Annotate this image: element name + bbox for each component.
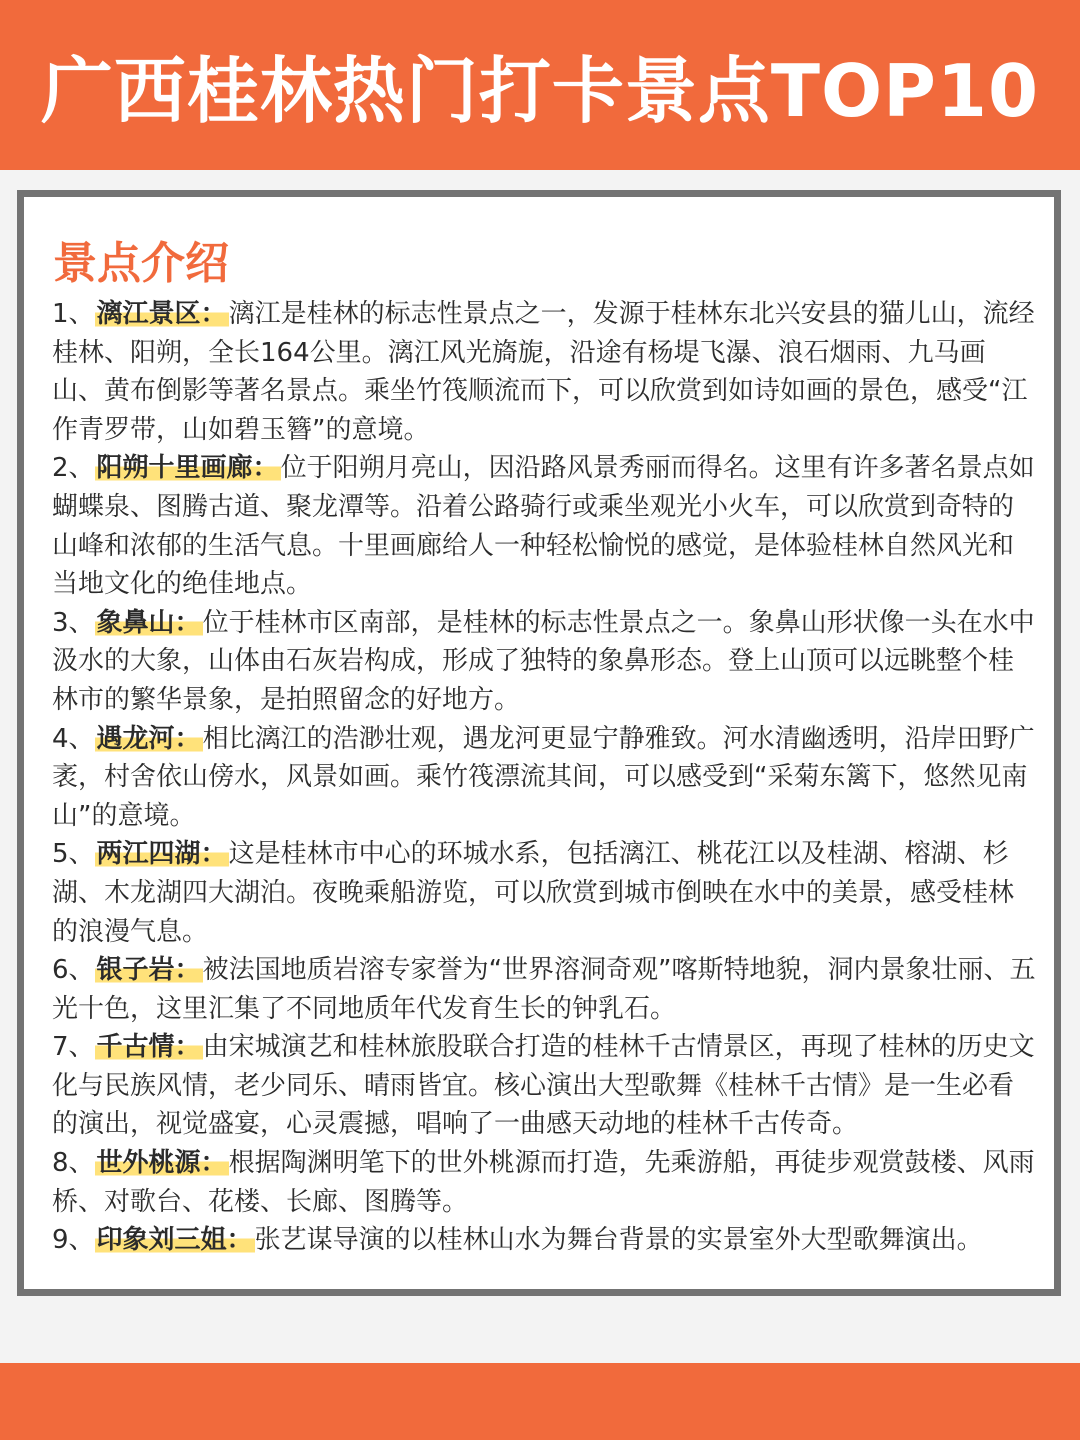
section-title: 景点介绍 [53,238,229,289]
item-number: 6、 [52,955,95,986]
item-text: 位于桂林市区南部，是桂林的标志性景点之一。象鼻山形状像一头在水中汲水的大象，山体由石灰岩构成，形成了独特的象鼻形态。登上山顶可以远眺整个桂林市的繁华景象，是拍照留念的好地方。 [52,607,1035,715]
item-number: 3、 [52,607,95,638]
item-number: 1、 [52,299,95,329]
item-number: 5、 [52,839,95,870]
item-number: 9、 [52,1225,95,1256]
list-item [52,295,1037,449]
list-item [52,1028,1037,1144]
item-text: 由宋城演艺和桂林旅股联合打造的桂林千古情景区，再现了桂林的历史文化与民族风情，老少同乐、晴雨皆宜。核心演出大型歌舞《桂林千古情》是一生必看的演出，视觉盛宴，心灵震撼，唱响了一曲感天动地的桂林千古传奇。 [52,1032,1035,1140]
attraction-list [52,295,1037,1260]
item-text: 相比漓江的浩渺壮观，遇龙河更显宁静雅致。河水清幽透明，沿岸田野广袤，村舍依山傍水，风景如画。乘竹筏漂流其间，可以感受到“采菊东篱下，悠然见南山”的意境。 [52,723,1035,831]
item-name: 象鼻山： [96,607,201,638]
list-item [52,1144,1037,1221]
item-name: 两江四湖： [96,839,227,870]
page-title: 广西桂林热门打卡景点TOP10 [40,49,1040,133]
item-name: 印象刘三姐： [96,1225,253,1256]
item-name: 阳朔十里画廊： [96,453,279,484]
item-name: 漓江景区： [96,299,227,329]
content-card [17,190,1061,1296]
item-number: 7、 [52,1032,95,1063]
list-item [52,951,1037,1028]
item-name: 世外桃源： [96,1148,227,1179]
list-item [52,449,1037,603]
item-text: 根据陶渊明笔下的世外桃源而打造，先乘游船，再徒步观赏鼓楼、风雨桥、对歌台、花楼、长廊、图腾等。 [52,1148,1035,1217]
list-item [52,1221,1037,1260]
item-number: 4、 [52,723,95,754]
item-text: 漓江是桂林的标志性景点之一，发源于桂林东北兴安县的猫儿山，流经桂林、阳朔，全长164公里。漓江风光旖旎，沿途有杨堤飞瀑、浪石烟雨、九马画山、黄布倒影等著名景点。乘坐竹筏顺流而下，可以欣赏到如诗如画的景色，感受“江作青罗带，山如碧玉簪”的意境。 [52,299,1035,445]
item-number: 8、 [52,1148,95,1179]
item-text: 位于阳朔月亮山，因沿路风景秀丽而得名。这里有许多著名景点如蝴蝶泉、图腾古道、聚龙潭等。沿着公路骑行或乘坐观光小火车，可以欣赏到奇特的山峰和浓郁的生活气息。十里画廊给人一种轻松愉悦的感觉，是体验桂林自然风光和当地文化的绝佳地点。 [52,453,1035,600]
item-text: 张艺谋导演的以桂林山水为舞台背景的实景室外大型歌舞演出。 [254,1225,983,1256]
item-text: 这是桂林市中心的环城水系，包括漓江、桃花江以及桂湖、榕湖、杉湖、木龙湖四大湖泊。夜晚乘船游览，可以欣赏到城市倒映在水中的美景，感受桂林的浪漫气息。 [52,839,1015,947]
footer-band [0,1363,1080,1440]
list-item [52,604,1037,720]
list-item [52,720,1037,836]
list-item [52,835,1037,951]
item-name: 千古情： [96,1032,201,1063]
item-name: 银子岩： [96,955,201,986]
item-text: 被法国地质岩溶专家誉为“世界溶洞奇观”喀斯特地貌，洞内景象壮丽、五光十色，这里汇集了不同地质年代发育生长的钟乳石。 [52,955,1036,1024]
item-number: 2、 [52,453,95,484]
item-name: 遇龙河： [96,723,201,754]
header-banner [0,0,1080,170]
